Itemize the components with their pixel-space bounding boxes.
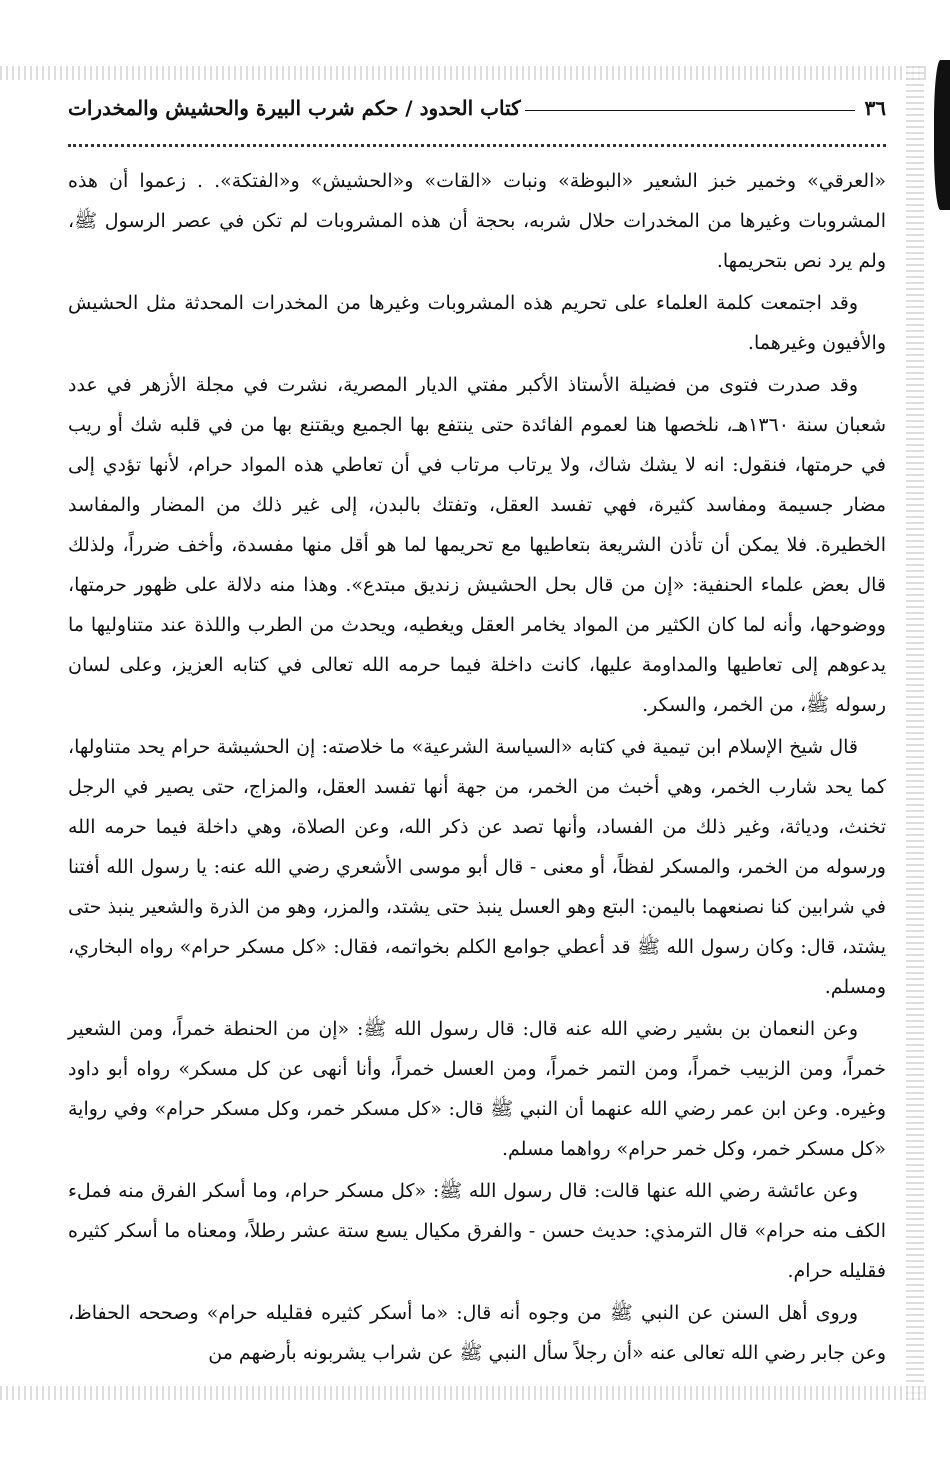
- top-border-ornament: [0, 66, 930, 80]
- paragraph: وقد صدرت فتوى من فضيلة الأستاذ الأكبر مفتي الديار المصرية، نشرت في مجلة الأزهر في عدد شعبان سنة ١٣٦٠هـ، نلخصها هنا لعموم الفائدة حتى ينتفع بها الجميع ويقتنع بها من في قلبه شك أو ريب في حرمتها، فنقول: انه لا يشك شاك، ولا يرتاب مرتاب في أن تعاطي هذه المواد حرام، لأنها تؤدي إلى مضار جسيمة ومفاسد كثيرة، فهي تفسد العقل، وتفتك بالبدن، إلى غير ذلك من المضار والمفاسد الخطيرة. فلا يمكن أن تأذن الشريعة بتعاطيها مع تحريمها لما هو أقل منها مفسدة، وأخف ضرراً، ولذلك قال بعض علماء الحنفية: «إن من قال بحل الحشيش زنديق مبتدع». وهذا منه دلالة على ظهور حرمتها، ووضوحها، وأنه لما كان الكثير من المواد يخامر العقل ويغطيه، ويحدث من الطرب واللذة عند متناوليها ما يدعوهم إلى تعاطيها والمداومة عليها، كانت داخلة فيما حرمه الله تعالى في كتابه العزيز، وعلى لسان رسوله ﷺ، من الخمر، والسكر.: [68, 374, 886, 716]
- dotted-separator: [68, 144, 886, 147]
- page-header: [68, 96, 886, 130]
- paragraph: وعن النعمان بن بشير رضي الله عنه قال: قال رسول الله ﷺ: «إن من الحنطة خمراً، ومن الشعير خمراً، ومن الزبيب خمراً، ومن التمر خمراً، ومن العسل خمراً، وأنا أنهى عن كل مسكر» رواه أبو داود وغيره. وعن ابن عمر رضي الله عنهما أن النبي ﷺ قال: «كل مسكر خمر، وكل مسكر حرام» وفي رواية «كل مسكر خمر، وكل خمر حرام» رواهما مسلم.: [68, 1018, 886, 1160]
- body-text: [68, 161, 886, 1373]
- right-border-ornament: [906, 66, 924, 1400]
- page-edge-shadow: [934, 60, 950, 210]
- paragraph: وعن عائشة رضي الله عنها قالت: قال رسول الله ﷺ: «كل مسكر حرام، وما أسكر الفرق منه فملء الكف منه حرام» قال الترمذي: حديث حسن - والفرق مكيال يسع ستة عشر رطلاً، ومعناه ما أسكر كثيره فقليله حرام.: [68, 1180, 886, 1282]
- paragraph: «العرقي» وخمير خبز الشعير «البوظة» ونبات «القات» و«الحشيش» و«الفتكة». . زعموا أن هذه المشروبات وغيرها من المخدرات حلال شربه، بحجة أن هذه المشروبات لم تكن في عصر الرسول ﷺ، ولم يرد نص بتحريمها.: [68, 170, 886, 272]
- paragraph: قال شيخ الإسلام ابن تيمية في كتابه «السياسة الشرعية» ما خلاصته: إن الحشيشة حرام يحد متناولها، كما يحد شارب الخمر، وهي أخبث من الخمر، من جهة أنها تفسد العقل، والمزاج، حتى يصير في الرجل تخنث، ودياثة، وغير ذلك من الفساد، وأنها تصد عن ذكر الله، وعن الصلاة، وهي داخلة فيما حرمه الله ورسوله من الخمر، والمسكر لفظاً، أو معنى - قال أبو موسى الأشعري رضي الله عنه: يا رسول الله أفتنا في شرابين كنا نصنعهما باليمن: البتع وهو العسل ينبذ حتى يشتد، والمزر، وهو من الذرة والشعير ينبذ حتى يشتد، قال: وكان رسول الله ﷺ قد أعطي جوامع الكلم بخواتمه، فقال: «كل مسكر حرام» رواه البخاري، ومسلم.: [68, 736, 886, 998]
- book-page: [68, 96, 886, 1375]
- paragraph: وقد اجتمعت كلمة العلماء على تحريم هذه المشروبات وغيرها من المخدرات المحدثة مثل الحشيش والأفيون وغيرهما.: [68, 292, 886, 354]
- bottom-border-ornament: [0, 1386, 930, 1400]
- paragraph: وروى أهل السنن عن النبي ﷺ من وجوه أنه قال: «ما أسكر كثيره فقليله حرام» وصححه الحفاظ، وعن جابر رضي الله تعالى عنه «أن رجلاً سأل النبي ﷺ عن شراب يشربونه بأرضهم من: [68, 1302, 886, 1364]
- page-number: ٣٦: [864, 96, 886, 120]
- running-title: كتاب الحدود / حكم شرب البيرة والحشيش والمخدرات: [68, 96, 521, 120]
- header-rule: [525, 110, 855, 111]
